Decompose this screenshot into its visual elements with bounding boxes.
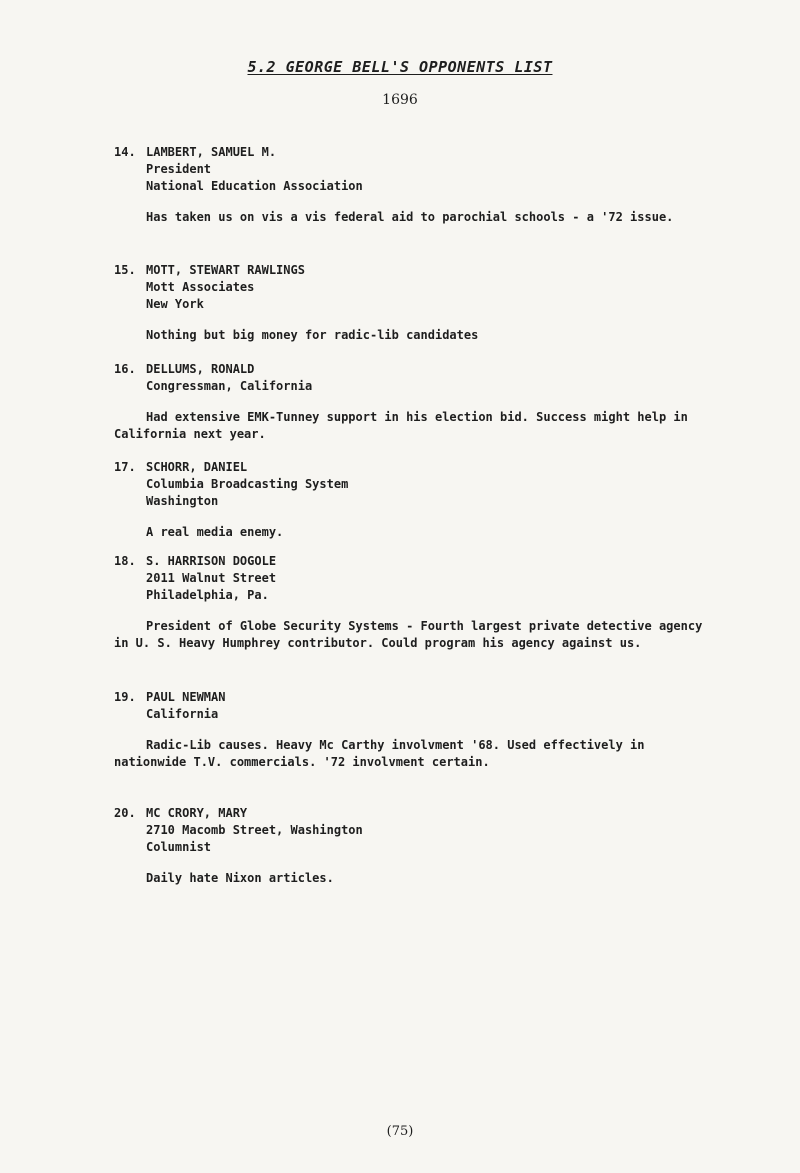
entry-detail-line: California xyxy=(146,707,219,721)
entry-comment: Daily hate Nixon articles. xyxy=(146,871,334,885)
entry-comment: Has taken us on vis a vis federal aid to parochial schools - a '72 issue. xyxy=(146,210,674,224)
entry-number: 17. xyxy=(114,460,136,474)
entry-name: LAMBERT, SAMUEL M. xyxy=(146,145,277,159)
list-item xyxy=(114,262,714,361)
entry-detail-line: New York xyxy=(146,297,204,311)
entry-name: PAUL NEWMAN xyxy=(146,690,226,704)
list-item xyxy=(114,553,714,689)
list-item xyxy=(114,689,714,805)
entry-comment: A real media enemy. xyxy=(146,525,284,539)
entry-detail-line: 2710 Macomb Street, Washington xyxy=(146,823,363,837)
entry-detail-line: Washington xyxy=(146,494,219,508)
entry-number: 16. xyxy=(114,362,136,376)
list-item xyxy=(114,805,714,887)
entry-name: MOTT, STEWART RAWLINGS xyxy=(146,263,305,277)
entry-comment: President of Globe Security Systems - Fourth largest private detective agency in U. S. Heavy Humphrey contributor. Could program his agency against us. xyxy=(114,619,703,650)
footer-page-number: (75) xyxy=(386,1124,414,1139)
entry-comment: Radic-Lib causes. Heavy Mc Carthy involvment '68. Used effectively in nationwide T.V. commercials. '72 involvment certain. xyxy=(114,738,645,769)
entry-detail-line: National Education Association xyxy=(146,179,363,193)
entry-detail-line: Columnist xyxy=(146,840,212,854)
entry-detail-line: President xyxy=(146,162,212,176)
list-item xyxy=(114,459,714,553)
entry-name: DELLUMS, RONALD xyxy=(146,362,255,376)
entry-detail-line: Congressman, California xyxy=(146,379,313,393)
entry-comment: Nothing but big money for radic-lib candidates xyxy=(146,328,479,342)
page-title: 5.2 GEORGE BELL'S OPPONENTS LIST xyxy=(247,58,553,76)
entry-number: 18. xyxy=(114,554,136,568)
page-number: 1696 xyxy=(382,92,418,108)
entry-detail-line: Columbia Broadcasting System xyxy=(146,477,349,491)
entry-number: 14. xyxy=(114,145,136,159)
entry-comment: Had extensive EMK-Tunney support in his election bid. Success might help in California next year. xyxy=(114,410,688,441)
opponents-list xyxy=(114,144,714,887)
entry-number: 19. xyxy=(114,690,136,704)
entry-detail-line: Mott Associates xyxy=(146,280,255,294)
entry-name: S. HARRISON DOGOLE xyxy=(146,554,277,568)
entry-name: SCHORR, DANIEL xyxy=(146,460,248,474)
entry-number: 15. xyxy=(114,263,136,277)
list-item xyxy=(114,144,714,262)
entry-detail-line: 2011 Walnut Street xyxy=(146,571,277,585)
entry-name: MC CRORY, MARY xyxy=(146,806,248,820)
entry-detail-line: Philadelphia, Pa. xyxy=(146,588,269,602)
list-item xyxy=(114,361,714,459)
entry-number: 20. xyxy=(114,806,136,820)
